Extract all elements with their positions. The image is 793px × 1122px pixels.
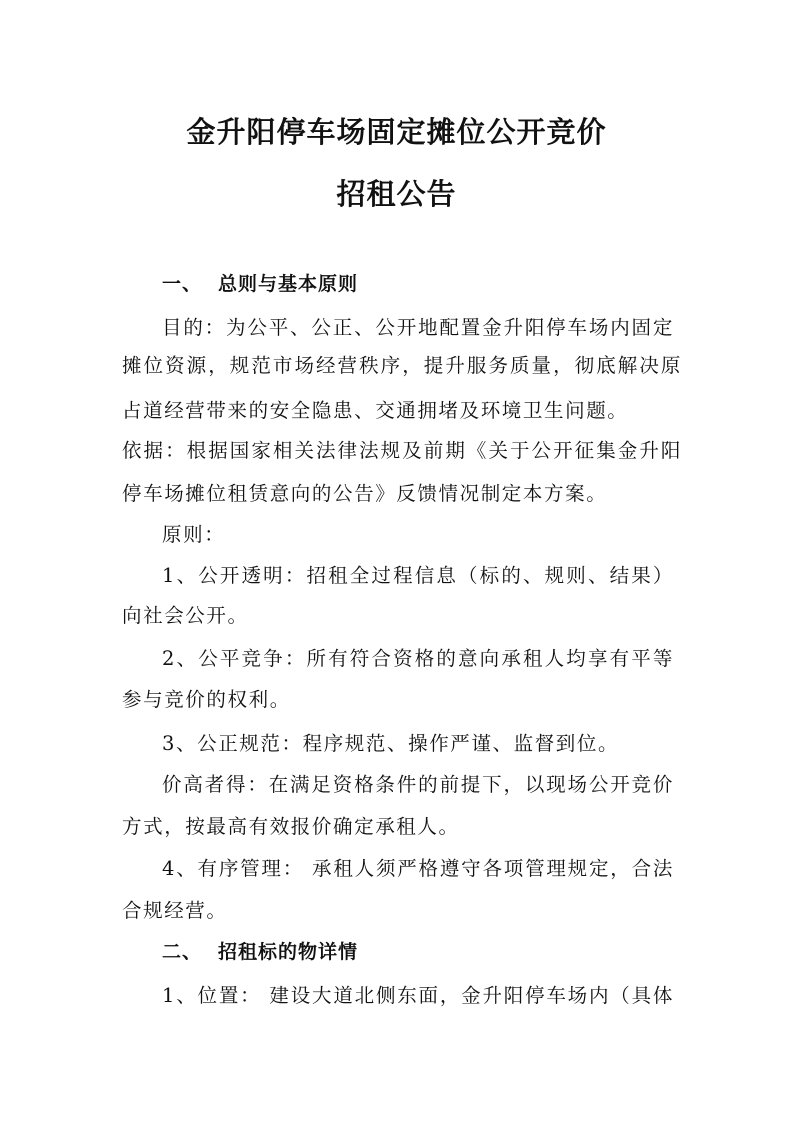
section-2-number: 二、 <box>162 941 203 963</box>
basis-line-1: 依据：根据国家相关法律法规及前期《关于公开征集金升阳 <box>122 439 682 462</box>
highest-bidder-line-1: 价高者得：在满足资格条件的前提下，以现场公开竞价 <box>162 773 674 796</box>
purpose-line-3: 占道经营带来的安全隐患、交通拥堵及环境卫生问题。 <box>122 399 629 422</box>
purpose-line-2: 摊位资源，规范市场经营秩序，提升服务质量，彻底解决原 <box>122 354 682 377</box>
location-line: 1、位置： 建设大道北侧东面，金升阳停车场内（具体 <box>162 984 674 1007</box>
section-1-number: 一、 <box>162 273 203 295</box>
principle-1-line-2: 向社会公开。 <box>122 604 249 627</box>
principle-2-line-2: 参与竞价的权利。 <box>122 688 291 711</box>
principle-3-line: 3、公正规范：程序规范、操作严谨、监督到位。 <box>162 732 620 755</box>
principles-label: 原则： <box>162 523 226 546</box>
purpose-line-1: 目的：为公平、公正、公开地配置金升阳停车场内固定 <box>162 316 674 339</box>
principle-4-line-1: 4、有序管理： 承租人须严格遵守各项管理规定，合法 <box>162 857 674 880</box>
document-title-line-1: 金升阳停车场固定摊位公开竞价 <box>186 115 607 149</box>
principle-2-line-1: 2、公平竞争：所有符合资格的意向承租人均享有平等 <box>162 647 674 670</box>
highest-bidder-line-2: 方式，按最高有效报价确定承租人。 <box>122 815 460 838</box>
document-title-line-2: 招租公告 <box>336 177 457 211</box>
principle-1-line-1: 1、公开透明：招租全过程信息（标的、规则、结果） <box>162 564 674 587</box>
principle-4-line-2: 合规经营。 <box>122 899 228 922</box>
section-1-title: 总则与基本原则 <box>218 273 359 295</box>
section-2-heading <box>162 938 358 966</box>
section-1-heading <box>162 270 358 298</box>
section-2-title: 招租标的物详情 <box>218 941 359 963</box>
basis-line-2: 停车场摊位租赁意向的公告》反馈情况制定本方案。 <box>122 482 608 505</box>
